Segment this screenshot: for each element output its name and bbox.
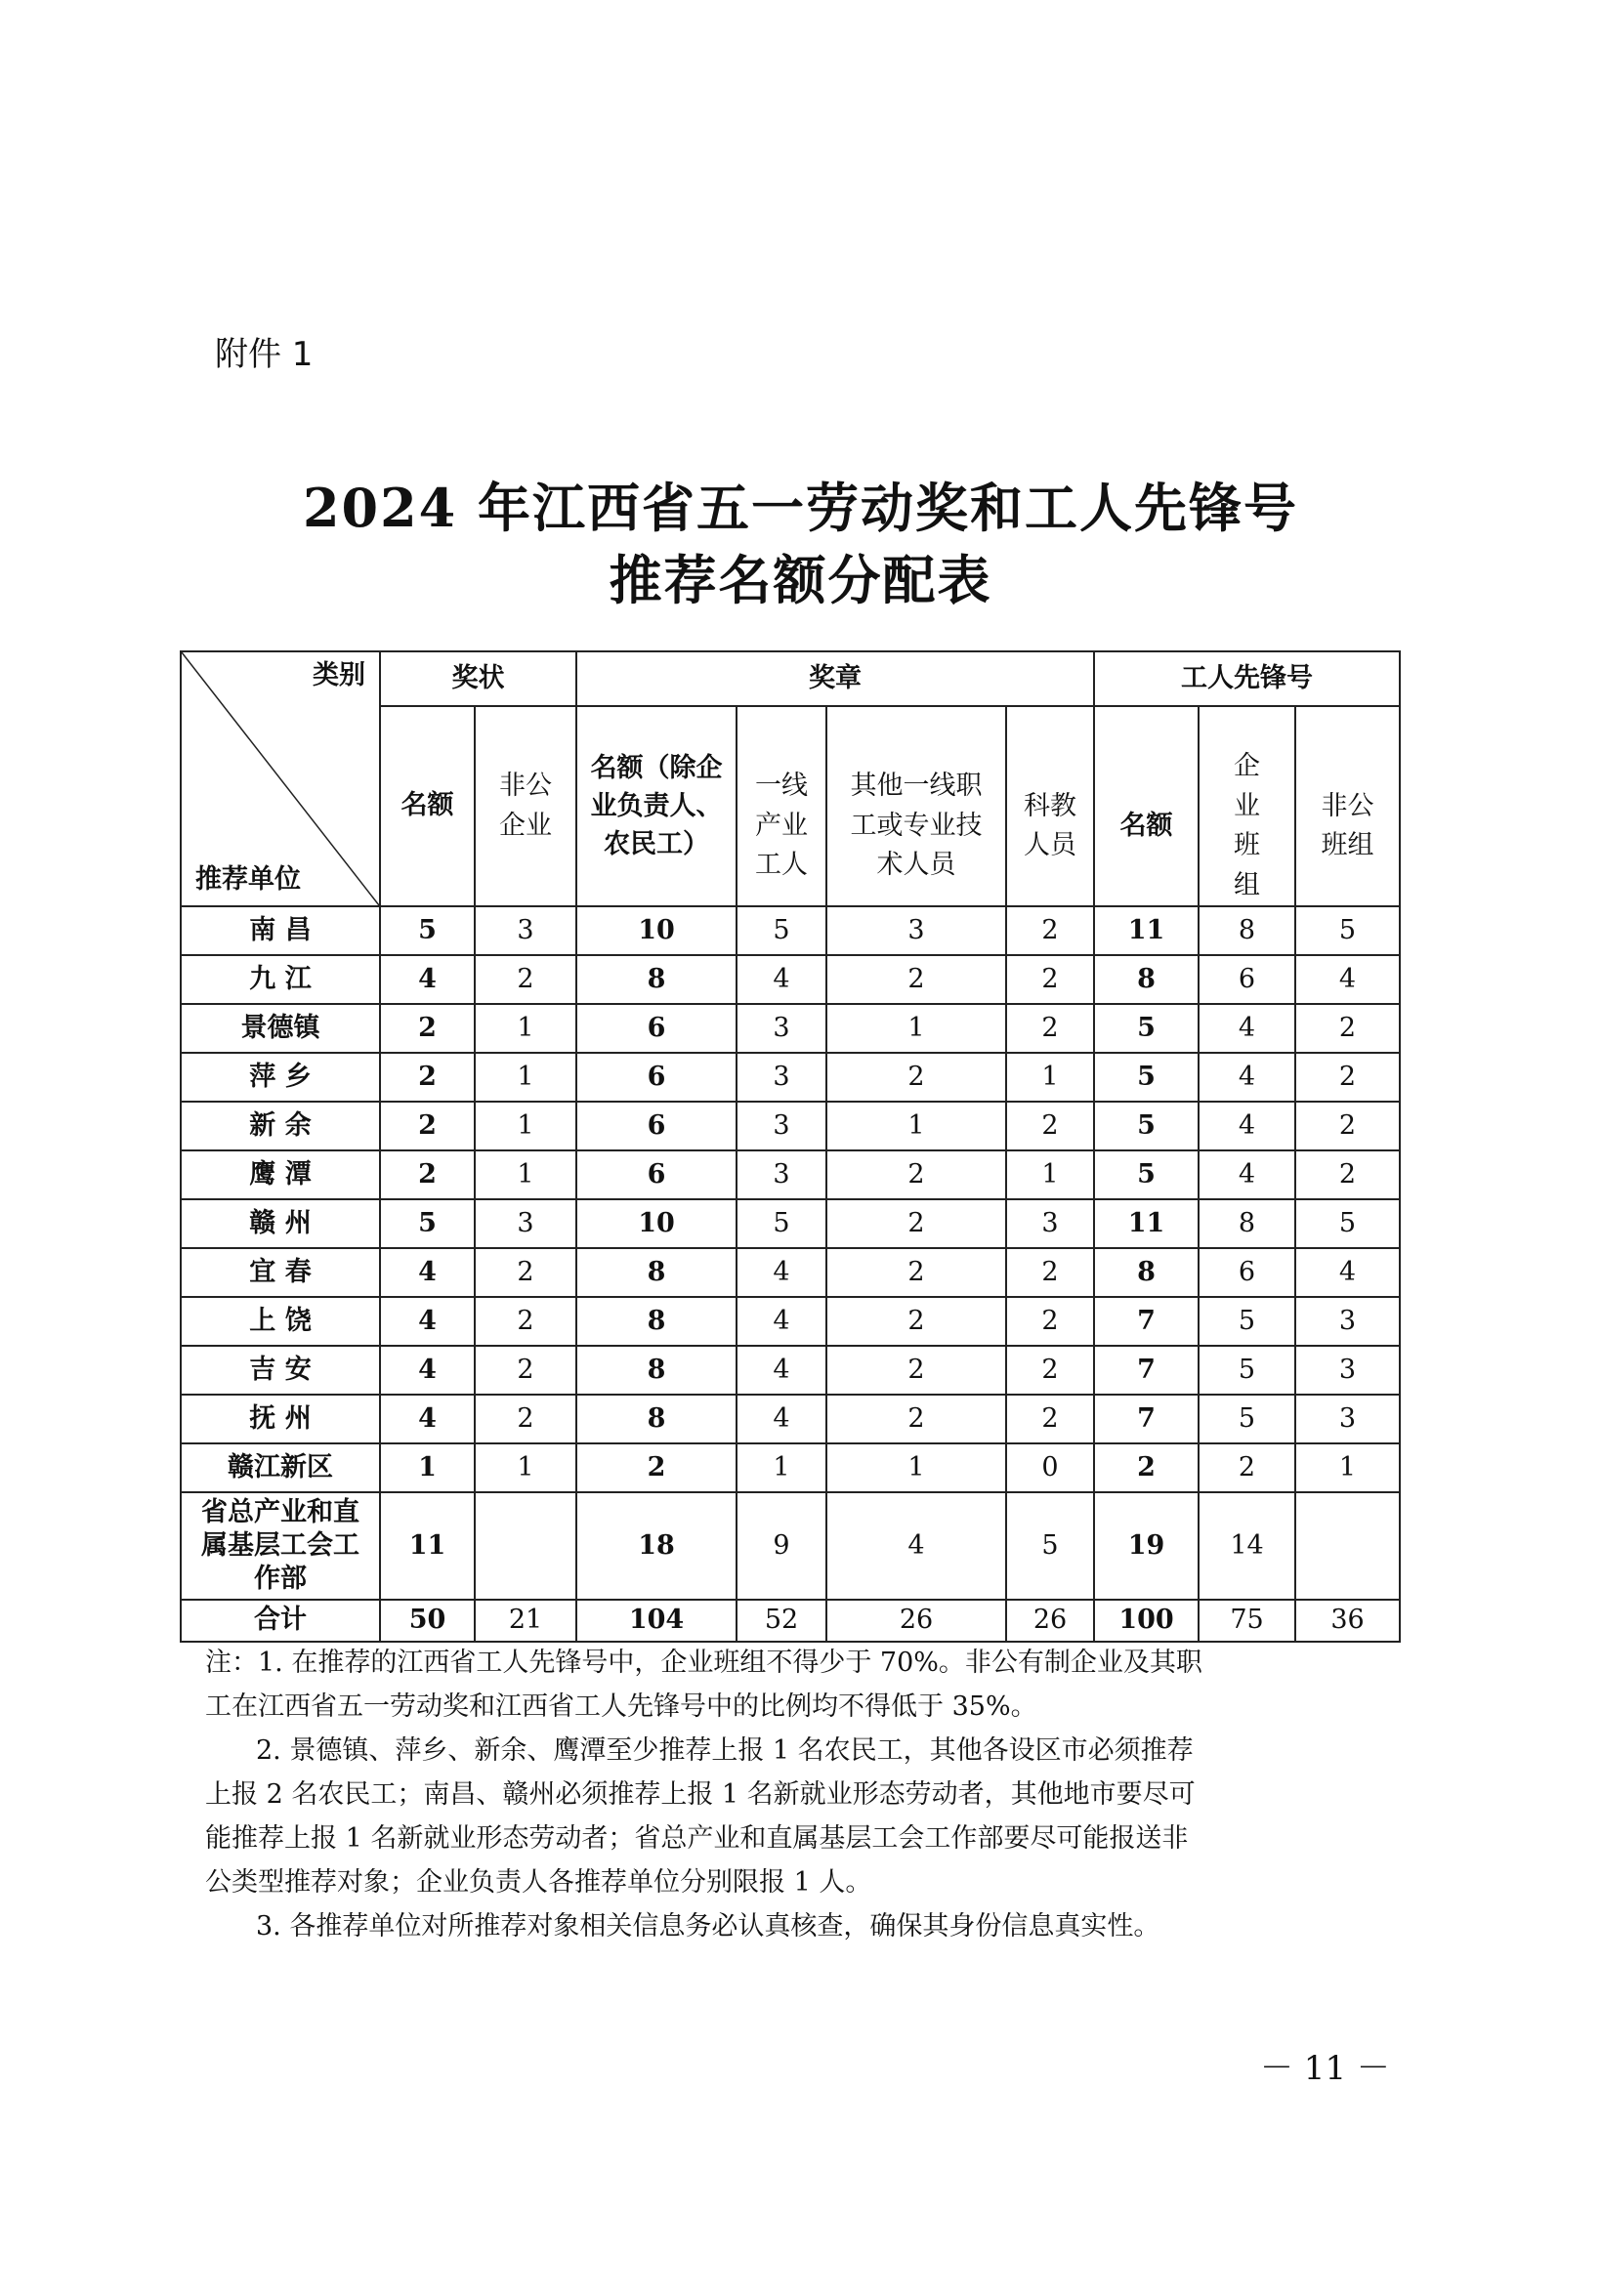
note-2-line-4: 公类型推荐对象；企业负责人各推荐单位分别限报 1 人。 [205,1867,872,1898]
unit-name: 上 饶 [181,1297,380,1346]
value-cell: 8 [576,1395,737,1443]
value-cell: 1 [475,1102,576,1150]
value-cell [475,1492,576,1600]
value-cell: 4 [380,1248,475,1297]
value-cell: 2 [475,1346,576,1395]
value-cell: 5 [1199,1297,1295,1346]
attachment-label: 附件 1 [215,335,314,374]
value-cell: 2 [1006,1297,1094,1346]
value-cell: 21 [475,1600,576,1642]
value-cell: 5 [1199,1346,1295,1395]
value-cell: 4 [380,1297,475,1346]
header-medal-other: 其他一线职工或专业技术人员 [826,747,1006,906]
table-row [181,1102,1400,1150]
value-cell: 2 [1006,1395,1094,1443]
unit-name: 鹰 潭 [181,1150,380,1199]
table-row [181,1053,1400,1102]
value-cell: 0 [1006,1443,1094,1492]
value-cell: 2 [576,1443,737,1492]
unit-name: 赣江新区 [181,1443,380,1492]
value-cell: 6 [576,1150,737,1199]
value-cell: 5 [1295,1199,1400,1248]
value-cell: 5 [737,1199,826,1248]
value-cell: 4 [737,1346,826,1395]
value-cell: 1 [475,1053,576,1102]
table-row [181,955,1400,1004]
table-row [181,1395,1400,1443]
value-cell: 2 [380,1053,475,1102]
value-cell: 8 [576,1248,737,1297]
value-cell: 5 [1199,1395,1295,1443]
value-cell: 1 [475,1004,576,1053]
table-total-row [181,1600,1400,1642]
value-cell: 7 [1094,1297,1199,1346]
value-cell: 1 [475,1443,576,1492]
unit-name: 景德镇 [181,1004,380,1053]
unit-name: 南 昌 [181,906,380,955]
value-cell: 2 [1295,1150,1400,1199]
value-cell: 4 [380,1346,475,1395]
value-cell: 4 [1199,1102,1295,1150]
value-cell: 4 [380,1395,475,1443]
page-number: － 11 － [1260,2049,1390,2088]
value-cell: 2 [1006,1346,1094,1395]
value-cell: 2 [826,955,1006,1004]
value-cell: 1 [826,1004,1006,1053]
value-cell: 2 [1006,906,1094,955]
header-award-quota: 名额 [380,706,475,906]
header-medal-quota: 名额（除企业负责人、农民工） [576,706,737,906]
value-cell: 2 [826,1199,1006,1248]
unit-name: 省总产业和直属基层工会工作部 [181,1492,380,1600]
value-cell: 2 [1006,955,1094,1004]
header-pioneer-enterprise: 企业班组 [1199,747,1295,906]
value-cell: 4 [1199,1150,1295,1199]
value-cell: 1 [826,1443,1006,1492]
value-cell: 4 [1295,955,1400,1004]
value-cell: 4 [1199,1004,1295,1053]
value-cell: 5 [737,906,826,955]
value-cell: 2 [826,1150,1006,1199]
value-cell: 104 [576,1600,737,1642]
value-cell: 4 [1295,1248,1400,1297]
value-cell: 19 [1094,1492,1199,1600]
value-cell: 1 [1295,1443,1400,1492]
value-cell: 5 [1094,1150,1199,1199]
value-cell: 5 [1295,906,1400,955]
table-row [181,1443,1400,1492]
unit-name: 新 余 [181,1102,380,1150]
value-cell: 10 [576,1199,737,1248]
table-row [181,1346,1400,1395]
value-cell: 8 [576,1346,737,1395]
value-cell: 5 [1006,1492,1094,1600]
table-row [181,1199,1400,1248]
value-cell: 1 [826,1102,1006,1150]
value-cell: 1 [737,1443,826,1492]
value-cell: 4 [1199,1053,1295,1102]
table-row [181,1004,1400,1053]
table-row [181,1150,1400,1199]
corner-category-label: 类别 [313,660,365,690]
note-1-line-1: 注：1. 在推荐的江西省工人先锋号中，企业班组不得少于 70%。非公有制企业及其职 [205,1648,1202,1678]
value-cell: 2 [1295,1004,1400,1053]
title-line-1: 2024 年江西省五一劳动奖和工人先锋号 [302,477,1299,539]
unit-name: 萍 乡 [181,1053,380,1102]
value-cell: 2 [1006,1248,1094,1297]
unit-name: 吉 安 [181,1346,380,1395]
value-cell: 26 [826,1600,1006,1642]
value-cell: 2 [826,1346,1006,1395]
note-2-line-2: 上报 2 名农民工；南昌、赣州必须推荐上报 1 名新就业形态劳动者，其他地市要尽可 [205,1779,1196,1810]
note-2-line-1: 2. 景德镇、萍乡、新余、鹰潭至少推荐上报 1 名农民工，其他各设区市必须推荐 [256,1735,1194,1766]
value-cell: 6 [576,1102,737,1150]
value-cell: 4 [737,1297,826,1346]
title-line-2: 推荐名额分配表 [609,549,992,611]
header-award-nonpublic: 非公企业 [475,706,576,906]
note-2-line-3: 能推荐上报 1 名新就业形态劳动者；省总产业和直属基层工会工作部要尽可能报送非 [205,1823,1189,1854]
value-cell: 4 [737,955,826,1004]
value-cell: 3 [475,1199,576,1248]
value-cell: 4 [826,1492,1006,1600]
value-cell: 3 [1295,1346,1400,1395]
value-cell: 3 [737,1053,826,1102]
value-cell: 8 [1094,955,1199,1004]
value-cell: 1 [1006,1150,1094,1199]
note-3: 3. 各推荐单位对所推荐对象相关信息务必认真核查，确保其身份信息真实性。 [256,1911,1160,1941]
value-cell: 9 [737,1492,826,1600]
header-medal-science: 科教人员 [1006,747,1094,906]
table-row [181,906,1400,955]
value-cell: 2 [826,1053,1006,1102]
unit-name: 九 江 [181,955,380,1004]
value-cell: 2 [380,1102,475,1150]
unit-name: 宜 春 [181,1248,380,1297]
table-corner-header [181,651,380,906]
value-cell: 5 [1094,1053,1199,1102]
value-cell: 2 [1295,1053,1400,1102]
value-cell: 2 [826,1395,1006,1443]
value-cell: 2 [475,1395,576,1443]
value-cell: 3 [1295,1395,1400,1443]
value-cell: 52 [737,1600,826,1642]
value-cell: 6 [1199,955,1295,1004]
value-cell: 8 [576,1297,737,1346]
value-cell: 2 [1006,1004,1094,1053]
value-cell: 14 [1199,1492,1295,1600]
value-cell [1295,1492,1400,1600]
header-medal: 奖章 [576,651,1094,706]
value-cell: 6 [576,1053,737,1102]
unit-name: 抚 州 [181,1395,380,1443]
value-cell: 2 [826,1248,1006,1297]
header-medal-frontline: 一线产业工人 [737,747,826,906]
table-row [181,1492,1400,1600]
value-cell: 2 [475,1297,576,1346]
corner-unit-label: 推荐单位 [195,863,301,895]
value-cell: 1 [380,1443,475,1492]
header-pioneer-nonpublic: 非公班组 [1295,747,1400,906]
value-cell: 2 [380,1004,475,1053]
value-cell: 3 [826,906,1006,955]
value-cell: 50 [380,1600,475,1642]
value-cell: 3 [737,1102,826,1150]
quota-table [180,650,1401,1643]
value-cell: 5 [380,906,475,955]
value-cell: 8 [1199,906,1295,955]
value-cell: 8 [576,955,737,1004]
header-pioneer-quota: 名额 [1094,747,1199,906]
note-1-line-2: 工在江西省五一劳动奖和江西省工人先锋号中的比例均不得低于 35%。 [205,1691,1037,1722]
value-cell: 2 [1295,1102,1400,1150]
value-cell: 7 [1094,1395,1199,1443]
value-cell: 8 [1199,1199,1295,1248]
value-cell: 6 [1199,1248,1295,1297]
value-cell: 2 [1094,1443,1199,1492]
value-cell: 2 [826,1297,1006,1346]
value-cell: 7 [1094,1346,1199,1395]
value-cell: 6 [576,1004,737,1053]
value-cell: 36 [1295,1600,1400,1642]
value-cell: 8 [1094,1248,1199,1297]
value-cell: 2 [380,1150,475,1199]
value-cell: 2 [475,1248,576,1297]
value-cell: 18 [576,1492,737,1600]
value-cell: 4 [737,1395,826,1443]
value-cell: 1 [475,1150,576,1199]
value-cell: 5 [1094,1004,1199,1053]
value-cell: 2 [475,955,576,1004]
table-row [181,1297,1400,1346]
value-cell: 5 [380,1199,475,1248]
value-cell: 1 [1006,1053,1094,1102]
header-pioneer: 工人先锋号 [1094,651,1400,706]
value-cell: 4 [380,955,475,1004]
value-cell: 26 [1006,1600,1094,1642]
value-cell: 3 [737,1150,826,1199]
value-cell: 75 [1199,1600,1295,1642]
value-cell: 3 [1006,1199,1094,1248]
value-cell: 2 [1199,1443,1295,1492]
value-cell: 10 [576,906,737,955]
value-cell: 11 [1094,906,1199,955]
unit-name: 赣 州 [181,1199,380,1248]
value-cell: 11 [380,1492,475,1600]
value-cell: 2 [1006,1102,1094,1150]
value-cell: 3 [1295,1297,1400,1346]
table-row [181,1248,1400,1297]
value-cell: 11 [1094,1199,1199,1248]
value-cell: 100 [1094,1600,1199,1642]
value-cell: 3 [475,906,576,955]
value-cell: 4 [737,1248,826,1297]
value-cell: 3 [737,1004,826,1053]
header-award: 奖状 [380,651,576,706]
value-cell: 5 [1094,1102,1199,1150]
unit-name: 合计 [181,1600,380,1642]
